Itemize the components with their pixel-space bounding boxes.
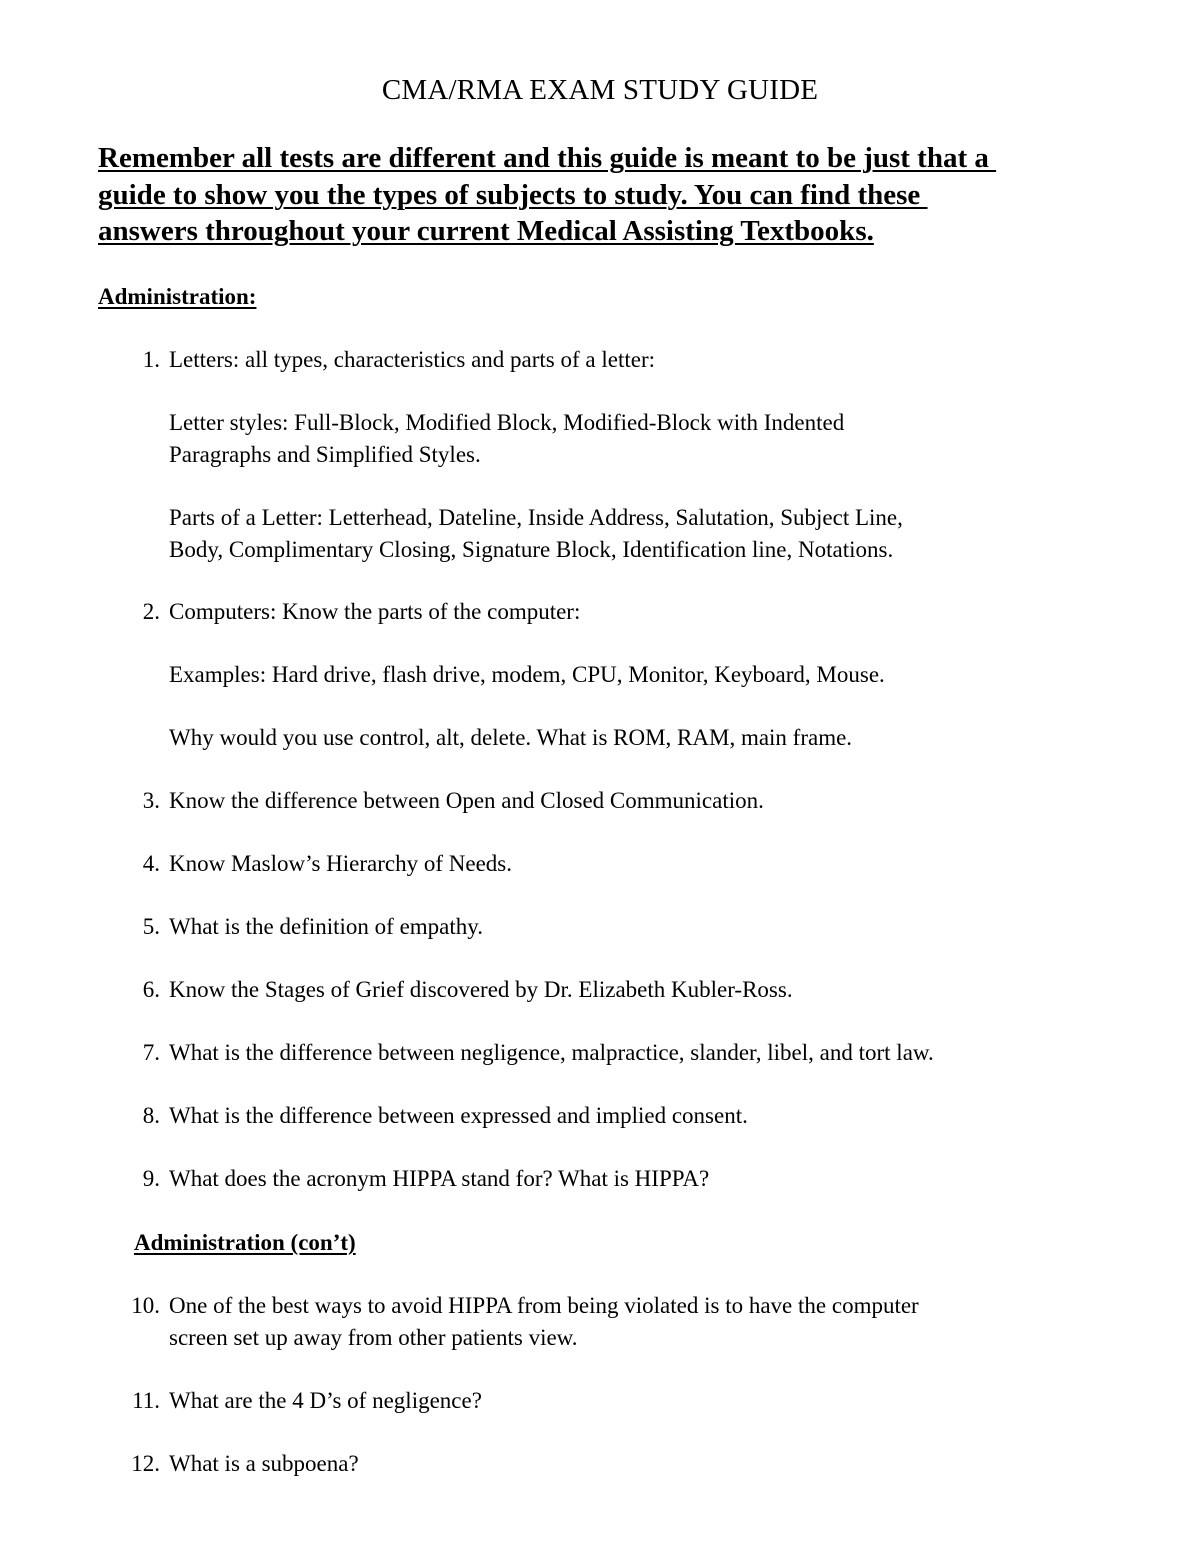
item-line: Computers: Know the parts of the computer: <box>169 599 581 624</box>
item-text <box>169 1037 1099 1069</box>
item-number: 2. <box>142 599 160 624</box>
item-subparagraph <box>169 722 1099 754</box>
item-line: What is a subpoena? <box>169 1451 359 1476</box>
item-number: 5. <box>142 914 160 939</box>
section-heading-administration-cont: Administration (con’t) <box>134 1230 356 1255</box>
item-text <box>169 848 1099 880</box>
item-number: 8. <box>142 1103 160 1128</box>
item-text <box>169 1163 1099 1195</box>
item-number: 9. <box>142 1166 160 1191</box>
item-number: 11. <box>132 1388 160 1413</box>
item-line: Why would you use control, alt, delete. What is ROM, RAM, main frame. <box>169 725 853 750</box>
intro-line: Remember all tests are different and this guide is meant to be just that a <box>98 142 997 174</box>
item-line: What does the acronym HIPPA stand for? What is HIPPA? <box>169 1166 710 1191</box>
intro-line: guide to show you the types of subjects to study. You can find these <box>98 178 928 211</box>
item-text <box>169 1100 1099 1132</box>
item-number: 6. <box>142 977 160 1002</box>
section-heading-administration: Administration: <box>98 284 257 309</box>
item-text <box>169 1385 1099 1417</box>
item-subparagraph <box>169 502 1099 565</box>
item-number: 7. <box>142 1040 160 1065</box>
item-text <box>169 596 1099 628</box>
item-line: Know the Stages of Grief discovered by Dr. Elizabeth Kubler-Ross. <box>169 977 793 1002</box>
item-text <box>169 1448 1099 1480</box>
item-line: Body, Complimentary Closing, Signature Block, Identification line, Notations. <box>169 536 894 562</box>
item-text <box>169 785 1099 817</box>
item-text <box>169 974 1099 1006</box>
item-number: 3. <box>142 788 160 813</box>
item-line: What is the definition of empathy. <box>169 914 484 939</box>
item-text <box>169 344 1099 376</box>
item-line: screen set up away from other patients view. <box>169 1324 578 1350</box>
item-line: Know the difference between Open and Closed Communication. <box>169 788 764 813</box>
item-line: Examples: Hard drive, flash drive, modem, CPU, Monitor, Keyboard, Mouse. <box>169 662 885 687</box>
item-line: What is the difference between expressed and implied consent. <box>169 1103 748 1128</box>
item-line: Know Maslow’s Hierarchy of Needs. <box>169 851 513 876</box>
item-subparagraph <box>169 407 1099 470</box>
item-number: 10. <box>131 1293 160 1318</box>
intro-note <box>98 140 1098 250</box>
item-number: 4. <box>142 851 160 876</box>
item-number: 12. <box>131 1451 160 1476</box>
item-number: 1. <box>142 347 160 372</box>
item-line: What are the 4 D’s of negligence? <box>169 1388 482 1413</box>
item-text <box>169 911 1099 943</box>
item-line: Letter styles: Full-Block, Modified Block, Modified-Block with Indented <box>169 410 845 435</box>
item-line: One of the best ways to avoid HIPPA from being violated is to have the computer <box>169 1293 919 1318</box>
document-title: CMA/RMA EXAM STUDY GUIDE <box>381 74 819 106</box>
item-line: Letters: all types, characteristics and parts of a letter: <box>169 347 655 372</box>
item-line: Paragraphs and Simplified Styles. <box>169 441 481 467</box>
item-text <box>169 1290 1099 1353</box>
intro-line: answers throughout your current Medical Assisting Textbooks. <box>98 215 874 247</box>
item-subparagraph <box>169 659 1099 691</box>
item-line: What is the difference between negligence, malpractice, slander, libel, and tort law. <box>169 1040 934 1065</box>
item-line: Parts of a Letter: Letterhead, Dateline, Inside Address, Salutation, Subject Line, <box>169 505 903 530</box>
